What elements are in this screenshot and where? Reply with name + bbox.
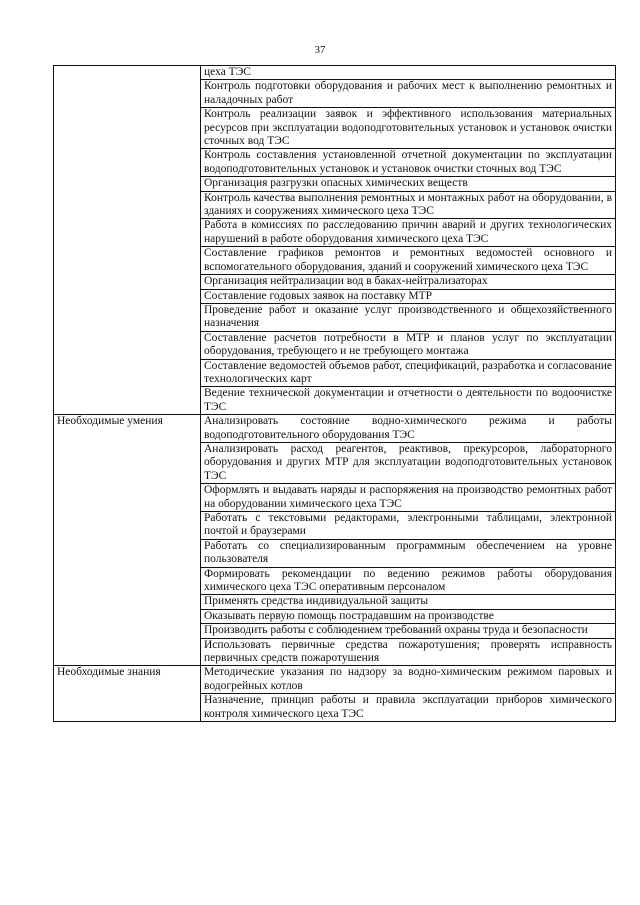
requirement-item: Методические указания по надзору за водно-химическим режимом паровых и водогрейных котлов [201, 666, 616, 694]
section-label: Необходимые знания [54, 666, 201, 722]
requirement-item: Формировать рекомендации по ведению режимов работы оборудования химического цеха ТЭС оперативным персоналом [201, 567, 616, 595]
requirement-item: Контроль подготовки оборудования и рабочих мест к выполнению ремонтных и наладочных работ [201, 80, 616, 108]
requirement-item: Назначение, принцип работы и правила эксплуатации приборов химического контроля химического цеха ТЭС [201, 694, 616, 722]
requirement-item: Оказывать первую помощь пострадавшим на производстве [201, 609, 616, 623]
requirement-item: Работать с текстовыми редакторами, электронными таблицами, электронной почтой и браузерами [201, 512, 616, 540]
requirement-item: Составление графиков ремонтов и ремонтных ведомостей основного и вспомогательного оборудования, зданий и сооружений химического цеха ТЭС [201, 247, 616, 275]
section-label: Необходимые умения [54, 415, 201, 666]
page-number: 37 [314, 44, 326, 56]
requirement-item: Оформлять и выдавать наряды и распоряжения на производство ремонтных работ на оборудовании химического цеха ТЭС [201, 484, 616, 512]
requirement-item: Организация разгрузки опасных химических веществ [201, 177, 616, 191]
section-label [54, 66, 201, 415]
requirement-item: Составление ведомостей объемов работ, спецификаций, разработка и согласование технологических карт [201, 359, 616, 387]
requirement-item: Составление расчетов потребности в МТР и планов услуг по эксплуатации оборудования, требующего и не требующего монтажа [201, 331, 616, 359]
requirement-item: Работать со специализированным программным обеспечением на уровне пользователя [201, 539, 616, 567]
requirement-item: Использовать первичные средства пожаротушения; проверять исправность первичных средств пожаротушения [201, 638, 616, 666]
requirement-item: Анализировать состояние водно-химического режима и работы водоподготовительного оборудования ТЭС [201, 415, 616, 443]
requirement-item: цеха ТЭС [201, 66, 616, 80]
requirement-item: Составление годовых заявок на поставку МТР [201, 289, 616, 303]
requirement-item: Контроль составления установленной отчетной документации по эксплуатации водоподготовительных установок и установок очистки сточных вод ТЭС [201, 149, 616, 177]
requirement-item: Производить работы с соблюдением требований охраны труда и безопасности [201, 624, 616, 638]
requirement-item: Контроль реализации заявок и эффективного использования материальных ресурсов при эксплуатации водоподготовительных установок и установок очистки сточных вод ТЭС [201, 108, 616, 149]
table-row [54, 415, 616, 443]
requirement-item: Организация нейтрализации вод в баках-нейтрализаторах [201, 275, 616, 289]
table-row [54, 666, 616, 694]
requirements-table [53, 65, 616, 722]
table-row [54, 66, 616, 80]
requirement-item: Работа в комиссиях по расследованию причин аварий и других технологических нарушений в работе оборудования химического цеха ТЭС [201, 219, 616, 247]
requirement-item: Контроль качества выполнения ремонтных и монтажных работ на оборудовании, в зданиях и сооружениях химического цеха ТЭС [201, 191, 616, 219]
requirement-item: Проведение работ и оказание услуг производственного и общехозяйственного назначения [201, 303, 616, 331]
requirement-item: Ведение технической документации и отчетности о деятельности по водоочистке ТЭС [201, 387, 616, 415]
requirement-item: Применять средства индивидуальной защиты [201, 595, 616, 609]
requirement-item: Анализировать расход реагентов, реактивов, прекурсоров, лабораторного оборудования и других МТР для эксплуатации водоподготовительных установок ТЭС [201, 442, 616, 483]
